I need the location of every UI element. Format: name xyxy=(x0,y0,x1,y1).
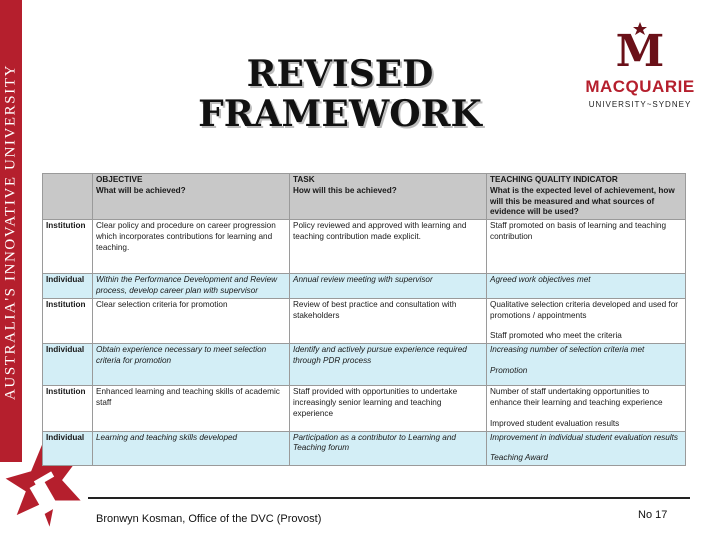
table-row xyxy=(43,344,686,386)
indicator-cell: Staff promoted on basis of learning and teaching contribution xyxy=(487,220,686,274)
logo-name: MACQUARIE xyxy=(585,77,695,96)
title-line-2: FRAMEWORK xyxy=(198,93,482,135)
objective-cell: Clear policy and procedure on career progression which incorporates contributions for learning and teaching. xyxy=(93,220,290,274)
table-row xyxy=(43,298,686,343)
objective-cell: Within the Performance Development and Review process, develop career plan with supervisor xyxy=(93,274,290,299)
page-number: No 17 xyxy=(638,509,668,521)
table-row xyxy=(43,431,686,466)
row-label: Individual xyxy=(43,274,93,299)
row-label: Institution xyxy=(43,220,93,274)
header-task: TASK How will this be achieved? xyxy=(290,174,487,220)
indicator-cell: Qualitative selection criteria developed and used for promotions / appointments Staff promoted who meet the criteria xyxy=(487,298,686,343)
objective-cell: Clear selection criteria for promotion xyxy=(93,298,290,343)
indicator-cell: Number of staff undertaking opportunities to enhance their learning and teaching experience Improved student evaluation results xyxy=(487,386,686,431)
logo-m-icon: M xyxy=(615,26,665,77)
task-cell: Policy reviewed and approved with learning and teaching contribution made explicit. xyxy=(290,220,487,274)
task-cell: Annual review meeting with supervisor xyxy=(290,274,487,299)
objective-cell: Enhanced learning and teaching skills of academic staff xyxy=(93,386,290,431)
table-row xyxy=(43,386,686,431)
indicator-cell: Agreed work objectives met xyxy=(487,274,686,299)
header-indicator: TEACHING QUALITY INDICATOR What is the expected level of achievement, how will this be measured and what sources of evidence will be used? xyxy=(487,174,686,220)
row-label: Institution xyxy=(43,298,93,343)
objective-cell: Learning and teaching skills developed xyxy=(93,431,290,466)
header-objective: OBJECTIVE What will be achieved? xyxy=(93,174,290,220)
footer-divider xyxy=(88,497,690,499)
table-row xyxy=(43,220,686,274)
indicator-cell: Increasing number of selection criteria met Promotion xyxy=(487,344,686,386)
footer-author: Bronwyn Kosman, Office of the DVC (Provost) xyxy=(96,513,322,525)
logo-subtitle: UNIVERSITY~SYDNEY xyxy=(588,100,692,109)
objective-cell: Obtain experience necessary to meet selection criteria for promotion xyxy=(93,344,290,386)
slide-title xyxy=(160,54,520,134)
side-band-slogan: AUSTRALIA'S INNOVATIVE UNIVERSITY xyxy=(2,63,19,401)
table-row xyxy=(43,274,686,299)
header-corner-cell xyxy=(43,174,93,220)
macquarie-logo xyxy=(580,20,700,120)
indicator-cell: Improvement in individual student evaluation results Teaching Award xyxy=(487,431,686,466)
row-label: Individual xyxy=(43,431,93,466)
task-cell: Participation as a contributor to Learning and Teaching forum xyxy=(290,431,487,466)
row-label: Institution xyxy=(43,386,93,431)
task-cell: Review of best practice and consultation with stakeholders xyxy=(290,298,487,343)
task-cell: Identify and actively pursue experience required through PDR process xyxy=(290,344,487,386)
task-cell: Staff provided with opportunities to undertake increasingly senior learning and teaching experience xyxy=(290,386,487,431)
row-label: Individual xyxy=(43,344,93,386)
table-header-row xyxy=(43,174,686,220)
title-line-1: REVISED xyxy=(246,53,434,95)
side-band xyxy=(0,0,22,462)
framework-table xyxy=(42,173,685,463)
